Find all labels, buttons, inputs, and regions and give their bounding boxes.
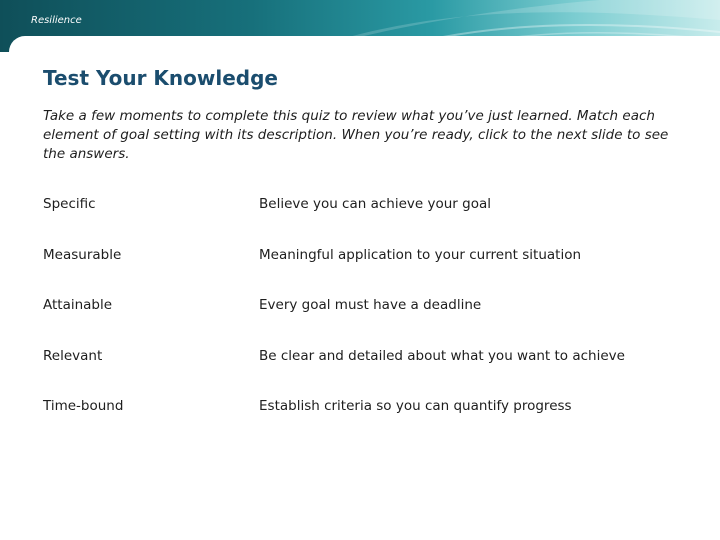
description-5: Establish criteria so you can quantify progress <box>259 398 572 414</box>
slide-title: Test Your Knowledge <box>43 66 278 90</box>
description-4: Be clear and detailed about what you want to achieve <box>259 348 625 364</box>
term-specific: Specific <box>43 196 96 212</box>
description-1: Believe you can achieve your goal <box>259 196 491 212</box>
deck-title: Resilience <box>31 15 82 26</box>
description-2: Meaningful application to your current situation <box>259 247 582 263</box>
term-measurable: Measurable <box>43 247 122 263</box>
quiz-instructions: Take a few moments to complete this quiz to review what you’ve just learned. Match each element of goal setting with its description. When you’re ready, click to the next slide to see the answers. <box>43 108 669 162</box>
term-time-bound: Time-bound <box>43 398 124 414</box>
description-3: Every goal must have a deadline <box>259 297 482 313</box>
term-relevant: Relevant <box>43 348 103 364</box>
term-attainable: Attainable <box>43 297 113 313</box>
